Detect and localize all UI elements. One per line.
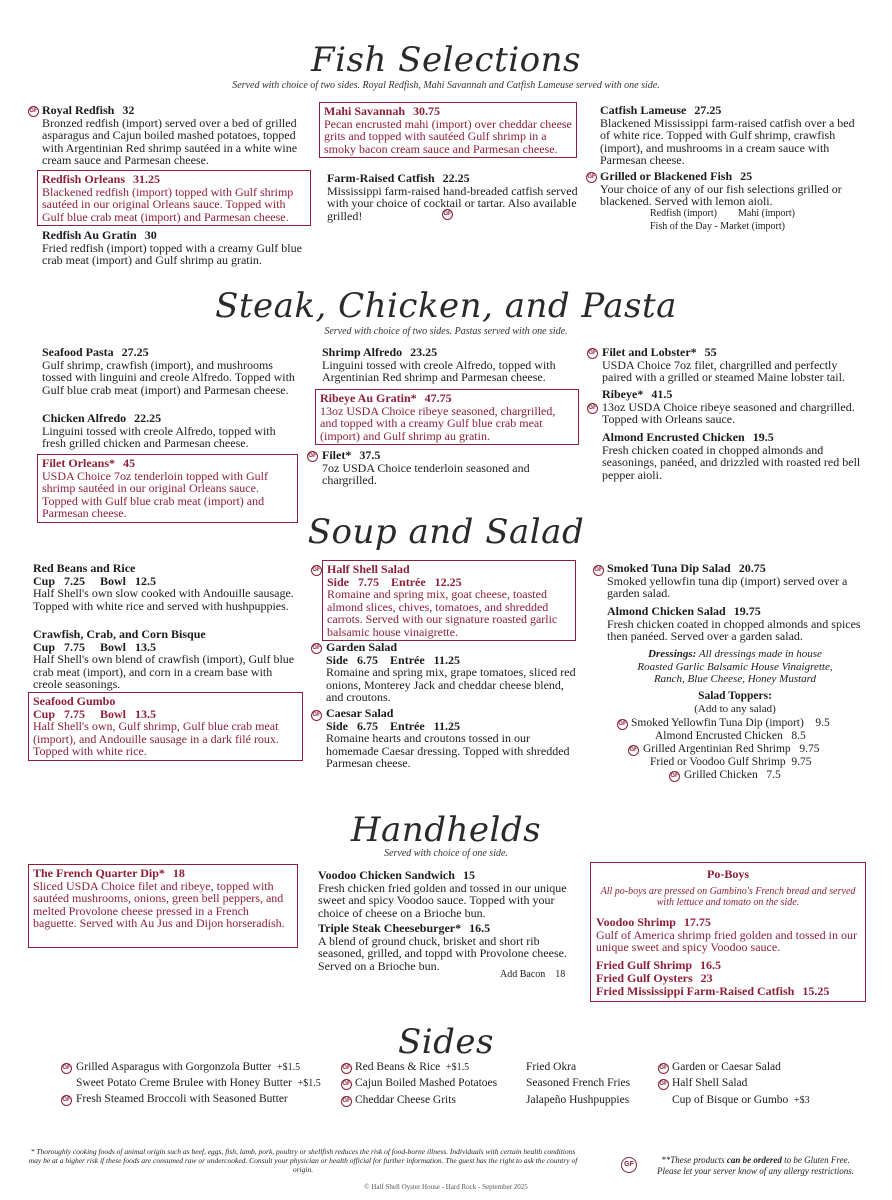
item-name: Ribeye Au Gratin* [320,391,417,405]
fish-section-subtitle: Served with choice of two sides. Royal Redfish, Mahi Savannah and Catfish Lameuse served with one side. [232,80,660,91]
item-desc: Linguini tossed with creole Alfredo, topped with Argentinian Red shrimp and Parmesan cheese. [322,357,556,384]
side-name: Jalapeño Hushpuppies [526,1094,630,1106]
menu-item-voodoo-shrimp [596,916,862,954]
menu-item-filet-and-lobster [602,346,866,384]
item-name: Filet Orleans* [42,456,115,470]
item-name: Red Beans and Rice [33,561,136,575]
copyright: © Half Shell Oyster House - Hard Rock - September 2025 [364,1183,528,1191]
item-name: Mahi Savannah [324,104,406,118]
gf-icon: GF [341,1096,352,1107]
side-price: 7.75 [358,574,380,589]
side-item [526,1077,630,1089]
item-desc: Blackened Mississippi farm-raised catfish over a bed of white rice. Topped with Gulf shrimp, crawfish (import), and mushrooms in a cream sauce with Parmesan cheese. [600,115,855,167]
bowl-label: Bowl [100,706,127,721]
menu-item-royal-redfish [42,104,312,167]
gf-icon: GF [341,1079,352,1090]
item-name: The French Quarter Dip* [33,866,165,880]
item-desc: Your choice of any of our fish selections grilled or blackened. Served with lemon aioli. [600,181,842,208]
gf-icon: GF [586,172,597,183]
topper-grilled-chicken [684,769,781,781]
item-desc: Smoked yellowfin tuna dip (import) served over a garden salad. [607,573,848,600]
side-name: Grilled Asparagus with Gorgonzola Butter [76,1061,272,1073]
bowl-price: 13.5 [135,639,157,654]
menu-item-red-beans-rice [33,562,295,612]
menu-item-triple-steak-cheeseburger [318,922,580,972]
menu-item-ribeye-au-gratin [315,389,579,445]
item-price: 55 [704,345,717,359]
entree-label: Entrée [391,574,426,589]
side-name: Sweet Potato Creme Brulee with Honey Butter [76,1077,292,1089]
item-price: 32 [122,103,135,117]
gf-icon: GF [341,1063,352,1074]
item-name: Crawfish, Crab, and Corn Bisque [33,627,206,641]
side-price: +$1.5 [446,1062,470,1073]
item-name: Seafood Pasta [42,345,114,359]
item-price: 27.25 [121,345,149,359]
item-price: 19.5 [752,430,774,444]
gf-icon: GF [61,1095,72,1106]
topper-gulf-shrimp [650,756,812,768]
menu-item-chicken-alfredo [42,412,302,450]
handhelds-section-subtitle: Served with choice of one side. [384,848,508,859]
item-name: Triple Steak Cheeseburger* [318,921,462,935]
menu-item-smoked-tuna-dip-salad [607,562,867,600]
item-price: 31.25 [133,172,161,186]
gf-icon: GF [628,745,639,756]
item-desc: Sliced USDA Choice filet and ribeye, topped with sautéed mushrooms, onions, green bell peppers, and melted Provolone cheese pressed in a French baguette. Served with Au Jus and Dijon horseradish. [33,878,285,930]
fish-option-mahi: Mahi (import) [738,208,795,219]
item-name: Fried Gulf Shrimp [596,958,693,972]
poboys-note: All po-boys are pressed on Gambino's French bread and served with lettuce and tomato on the side. [600,886,856,908]
item-price: 47.75 [424,391,452,405]
item-name: Chicken Alfredo [42,411,127,425]
topper-tuna-dip [631,717,830,729]
item-desc: Half Shell's own, Gulf shrimp, Gulf blue crab meat (import), and Andouille sausage in a dark filé roux. Topped with white rice. [33,719,279,758]
gf-icon: GF [442,209,453,220]
gf-icon: GF [621,1157,637,1173]
menu-item-voodoo-chicken-sandwich [318,869,580,919]
side-item [76,1093,288,1105]
dressings-line2: Roasted Garlic Balsamic House Vinaigrette, [637,660,833,673]
item-desc: USDA Choice 7oz filet, chargrilled and perfectly paired with a grilled or steamed Maine lobster tail. [602,357,845,384]
entree-label: Entrée [390,652,425,667]
item-price: 37.5 [359,448,381,462]
item-desc: Linguini tossed with creole Alfredo, topped with fresh grilled chicken and Parmesan cheese. [42,423,276,450]
item-name: Catfish Lameuse [600,103,687,117]
gf-note-line2: Please let your server know of any allergy restrictions. [656,1165,855,1176]
gf-icon: GF [311,643,322,654]
bowl-price: 12.5 [135,573,157,588]
item-desc: Gulf of America shrimp fried golden and tossed in our unique sweet and spicy Voodoo sauce. [596,927,857,954]
item-name: Almond Chicken Salad [607,604,726,618]
item-name: Redfish Au Gratin [42,228,137,242]
item-desc: Half Shell's own slow cooked with Andouille sausage. Topped with white rice and served with hushpuppies. [33,586,294,613]
cup-price: 7.75 [64,706,86,721]
menu-item-redfish-orleans [37,170,311,226]
topper-price: 7.5 [766,769,781,781]
item-price: 16.5 [700,958,722,972]
menu-item-fried-gulf-shrimp [596,959,721,972]
item-price: 18 [172,866,185,880]
gf-icon: GF [311,710,322,721]
menu-item-almond-chicken-salad [607,605,877,643]
gluten-free-note [643,1155,868,1176]
entree-label: Entrée [390,718,425,733]
item-price: 19.75 [733,604,761,618]
item-desc: Romaine and spring mix, goat cheese, toasted almond slices, chives, tomatoes, and shredded carrots. Served with our signature roasted garlic balsamic house vinaigrette. [327,587,558,639]
item-price: 22.25 [442,171,470,185]
side-item [526,1094,629,1106]
gf-icon: GF [669,771,680,782]
item-desc: Romaine and spring mix, grape tomatoes, sliced red onions, Monterey Jack and cheddar cheese blend, and croutons. [326,665,576,704]
item-name: Filet* [322,448,352,462]
side-price: 6.75 [357,718,379,733]
cup-label: Cup [33,639,56,654]
side-label: Side [327,574,350,589]
side-name: Fried Okra [526,1061,577,1073]
item-price: 25 [740,169,753,183]
menu-item-shrimp-alfredo [322,346,582,384]
gf-icon: GF [587,348,598,359]
soup-section-title: Soup and Salad [307,512,585,552]
gf-icon: GF [61,1063,72,1074]
item-desc: Fresh chicken coated in chopped almonds and spices then panéed. Served over a garden salad. [607,616,861,643]
item-desc: A blend of ground chuck, brisket and short rib seasoned, grilled, and toppd with Provolone cheese. Served on a Brioche bun. [318,933,567,973]
item-price: 15 [462,868,475,882]
poboys-title: Po-Boys [707,867,749,881]
steak-section-subtitle: Served with choice of two sides. Pastas served with one side. [324,326,568,337]
entree-price: 12.25 [434,574,462,589]
fish-option-redfish: Redfish (import) [650,208,717,219]
gf-note-emphasis: can be ordered [726,1155,782,1165]
item-desc: Half Shell's own blend of crawfish (import), Gulf blue crab meat (import), and corn in a cream base with creole seasonings. [33,652,295,691]
cup-label: Cup [33,706,56,721]
item-price: 45 [122,456,135,470]
topper-almond-chicken [655,730,806,742]
topper-price: 8.5 [791,730,806,742]
item-name: Garden Salad [326,640,398,654]
side-item [76,1061,300,1074]
gf-icon: GF [617,719,628,730]
item-name: Fried Mississippi Farm-Raised Catfish [596,984,795,998]
topper-name: Almond Encrusted Chicken [655,730,783,742]
steak-section-title: Steak, Chicken, and Pasta [215,286,677,326]
side-name: Cheddar Cheese Grits [355,1094,456,1106]
side-name: Cup of Bisque or Gumbo [672,1094,789,1106]
cup-price: 7.25 [64,573,86,588]
gf-icon: GF [311,565,322,576]
menu-item-bisque [33,628,295,691]
item-name: Grilled or Blackened Fish [600,169,733,183]
item-name: Caesar Salad [326,706,394,720]
toppers-subtitle: (Add to any salad) [694,703,776,715]
item-name: Half Shell Salad [327,562,410,576]
topper-price: 9.75 [799,743,820,755]
gf-icon: GF [28,106,39,117]
entree-price: 11.25 [433,718,461,733]
handhelds-section-title: Handhelds [350,810,542,850]
gf-icon: GF [593,565,604,576]
side-item [672,1094,810,1107]
item-price: 27.25 [694,103,722,117]
menu-item-mahi-savannah [319,102,577,158]
topper-name: Fried or Voodoo Gulf Shrimp [650,756,786,768]
item-desc: Fresh chicken fried golden and tossed in our unique sweet and spicy Voodoo sauce. Topped with your choice of cheese on a Brioche bun. [318,880,567,920]
item-price: 30 [144,228,157,242]
side-item [355,1061,469,1074]
item-price: 22.25 [134,411,162,425]
menu-item-fried-gulf-oysters [596,972,713,985]
menu-item-ribeye [602,388,866,426]
side-item [355,1077,497,1089]
item-desc: Fresh chicken coated in chopped almonds and seasonings, panéed, and drizzled with roasted red bell pepper aioli. [602,442,861,482]
item-desc: 7oz USDA Choice tenderloin seasoned and chargrilled. [322,460,530,487]
gf-note-part3: to be Gluten Free. [781,1155,850,1165]
item-desc: Fried redfish (import) topped with a creamy Gulf blue crab meat (import) and Gulf shrimp au gratin. [42,240,302,267]
item-price: 23.25 [410,345,438,359]
menu-item-catfish-lameuse [600,104,866,167]
sides-section-title: Sides [398,1022,494,1062]
item-price: 41.5 [651,387,673,401]
gf-icon: GF [658,1063,669,1074]
side-name: Fresh Steamed Broccoli with Seasoned Butter [76,1093,288,1105]
gf-note-part1: **These products [661,1155,727,1165]
side-name: Seasoned French Fries [526,1077,631,1089]
item-desc: Mississippi farm-raised hand-breaded catfish served with your choice of cocktail or tartar. Also available grilled! [327,183,578,223]
menu-item-seafood-pasta [42,346,302,396]
menu-item-half-shell-salad [322,560,576,641]
menu-item-caesar-salad [326,707,576,770]
item-desc: USDA Choice 7oz tenderloin topped with Gulf shrimp sautéed in our original Orleans sauce. Topped with Gulf blue crab meat (import) and Parmesan cheese. [42,468,268,520]
side-name: Red Beans & Rice [355,1061,441,1073]
gf-icon: GF [307,451,318,462]
item-name: Shrimp Alfredo [322,345,403,359]
topper-name: Smoked Yellowfin Tuna Dip (import) [631,717,804,729]
item-price: 20.75 [738,561,766,575]
bowl-label: Bowl [100,639,127,654]
item-price: 30.75 [413,104,441,118]
item-name: Smoked Tuna Dip Salad [607,561,731,575]
item-desc: Pecan encrusted mahi (import) over cheddar cheese grits and topped with sautéed Gulf shrimp in a smoky bacon cream sauce and Parmesan cheese. [324,116,572,156]
side-label: Side [326,718,349,733]
item-name: Voodoo Shrimp [596,915,676,929]
item-name: Filet and Lobster* [602,345,697,359]
dressings-line3: Ranch, Blue Cheese, Honey Mustard [653,673,817,685]
side-item [672,1061,781,1073]
gf-icon: GF [587,403,598,414]
side-item [672,1077,747,1089]
item-desc: 13oz USDA Choice ribeye seasoned, chargrilled, and topped with a creamy Gulf blue crab meat (import) and Gulf shrimp au gratin. [320,403,556,443]
side-name: Cajun Boiled Mashed Potatoes [355,1077,498,1089]
cup-price: 7.75 [64,639,86,654]
side-price: +$3 [794,1095,810,1106]
item-name: Redfish Orleans [42,172,126,186]
entree-price: 11.25 [433,652,461,667]
item-name: Fried Gulf Oysters [596,971,693,985]
item-name: Voodoo Chicken Sandwich [318,868,455,882]
menu-item-grilled-blackened-fish [600,170,866,208]
item-name: Farm-Raised Catfish [327,171,435,185]
bowl-label: Bowl [100,573,127,588]
item-name: Seafood Gumbo [33,694,116,708]
side-item [526,1061,576,1073]
food-safety-warning: * Thoroughly cooking foods of animal origin such as beef, eggs, fish, lamb, pork, poultry or shellfish reduces the risk of food-borne illness. Individuals with certain health conditions may be at a higher risk if these foods are consumed raw or undercooked. Consult your physician or health official for further information. The guest has the right to ask the country of origin. [28,1147,578,1174]
fish-section-title: Fish Selections [311,40,581,80]
topper-price: 9.75 [791,756,812,768]
item-desc: Romaine hearts and croutons tossed in our homemade Caesar dressing. Topped with shredded Parmesan cheese. [326,731,570,770]
side-label: Side [326,652,349,667]
item-price: 16.5 [469,921,491,935]
fish-option-fish-of-day: Fish of the Day - Market (import) [650,221,785,232]
side-name: Half Shell Salad [672,1077,748,1089]
side-price: 6.75 [357,652,379,667]
menu-item-garden-salad [326,641,576,704]
item-price: 15.25 [802,984,830,998]
menu-item-farm-raised-catfish [327,172,579,222]
bowl-price: 13.5 [135,706,157,721]
menu-item-filet [322,449,578,487]
menu-item-fried-catfish [596,985,829,998]
topper-name: Grilled Chicken [684,769,758,781]
topper-argentinian-shrimp [643,743,819,755]
side-price: +$1.5 [277,1062,301,1073]
dressings-label: Dressings: [648,648,697,660]
add-bacon [500,969,565,980]
toppers-title: Salad Toppers: [698,690,772,702]
item-price: 17.75 [683,915,711,929]
side-item [355,1094,456,1106]
side-item [76,1077,321,1090]
item-desc: Bronzed redfish (import) served over a bed of grilled asparagus and Cajun boiled mashed potatoes, topped with Argentinian Red shrimp sautéed in a white wine cream sauce and Parmesan cheese. [42,115,298,167]
dressings-block [600,648,870,686]
menu-item-seafood-gumbo [28,692,303,761]
topper-name: Grilled Argentinian Red Shrimp [643,743,791,755]
item-name: Royal Redfish [42,103,115,117]
item-desc: 13oz USDA Choice ribeye seasoned and chargrilled. Topped with Orleans sauce. [602,399,855,426]
cup-label: Cup [33,573,56,588]
gf-icon: GF [658,1079,669,1090]
dressings-line1: All dressings made in house [698,648,822,660]
side-name: Garden or Caesar Salad [672,1061,781,1073]
item-name: Ribeye* [602,387,644,401]
item-name: Almond Encrusted Chicken [602,430,745,444]
side-price: +$1.5 [297,1078,321,1089]
topper-price: 9.5 [815,717,830,729]
add-bacon-price: 18 [555,969,566,980]
item-price: 23 [700,971,713,985]
item-desc: Gulf shrimp, crawfish (import), and mushrooms tossed with linguini and creole Alfredo. Topped with Gulf blue crab meat (import) and Parmesan cheese. [42,357,295,397]
add-bacon-label: Add Bacon [500,969,546,980]
item-desc: Blackened redfish (import) topped with Gulf shrimp sautéed in our original Orleans sauce. Topped with Gulf blue crab meat (import) and Parmesan cheese. [42,184,294,224]
menu-item-redfish-au-gratin [42,229,312,267]
menu-item-french-quarter-dip [28,864,298,948]
menu-item-almond-encrusted-chicken [602,431,866,481]
